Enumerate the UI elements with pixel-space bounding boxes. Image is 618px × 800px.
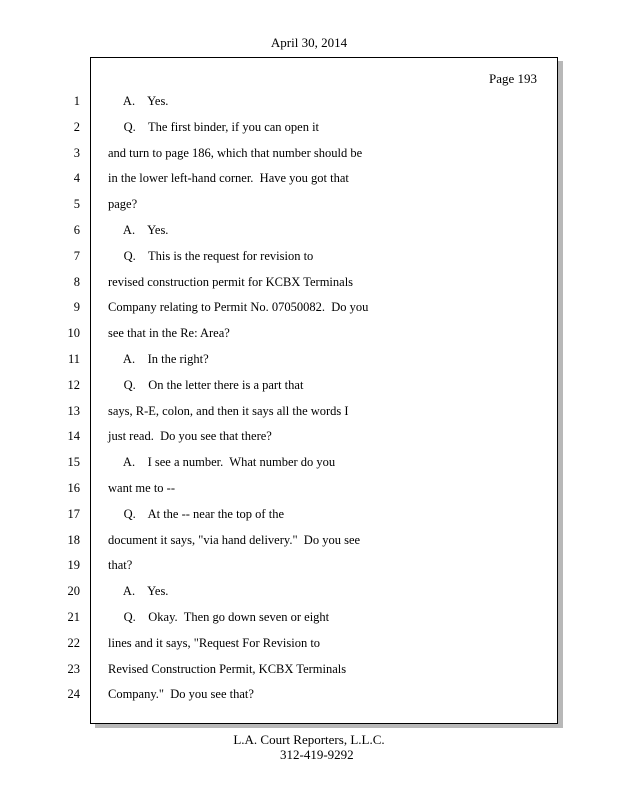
line-text: Company relating to Permit No. 07050082. Do you [108, 300, 369, 314]
line-number: 11 [67, 352, 80, 366]
line-number: 8 [73, 275, 80, 289]
line-number: 12 [67, 378, 80, 392]
line-number: 14 [67, 429, 80, 443]
line-number: 7 [73, 249, 80, 263]
line-text: Revised Construction Permit, KCBX Terminals [108, 662, 347, 676]
line-number: 21 [67, 610, 80, 624]
line-text: Q. On the letter there is a part that [108, 378, 304, 392]
line-text: A. Yes. [108, 584, 169, 598]
page-number: Page 193 [489, 71, 538, 86]
line-number: 9 [73, 300, 80, 314]
line-number: 17 [67, 507, 80, 521]
footer-phone: 312-419-9292 [280, 747, 354, 762]
line-number: 13 [67, 404, 80, 418]
line-text: Q. Okay. Then go down seven or eight [108, 610, 330, 624]
line-text: want me to -- [108, 481, 175, 495]
line-text: Q. At the -- near the top of the [108, 507, 284, 521]
line-text: that? [108, 558, 133, 572]
line-number: 2 [73, 120, 80, 134]
line-number: 1 [73, 94, 80, 108]
line-number: 19 [67, 558, 80, 572]
line-number: 6 [73, 223, 80, 237]
line-text: Q. This is the request for revision to [108, 249, 314, 263]
line-text: A. Yes. [108, 94, 169, 108]
line-number: 15 [67, 455, 80, 469]
line-number: 5 [73, 197, 80, 211]
footer-company: L.A. Court Reporters, L.L.C. [233, 732, 385, 747]
line-text: A. I see a number. What number do you [108, 455, 336, 469]
line-number: 20 [67, 584, 80, 598]
line-text: document it says, "via hand delivery." Do you see [108, 533, 361, 547]
line-text: says, R-E, colon, and then it says all the words I [108, 404, 349, 418]
line-text: Q. The first binder, if you can open it [108, 120, 320, 134]
line-text: lines and it says, "Request For Revision to [108, 636, 321, 650]
line-text: revised construction permit for KCBX Terminals [108, 275, 354, 289]
line-text: in the lower left-hand corner. Have you got that [108, 171, 349, 185]
line-text: page? [108, 197, 138, 211]
line-text: just read. Do you see that there? [108, 429, 272, 443]
line-number: 24 [67, 687, 80, 701]
line-number: 22 [67, 636, 80, 650]
line-text: A. Yes. [108, 223, 169, 237]
line-number: 18 [67, 533, 80, 547]
line-number: 4 [73, 171, 80, 185]
line-number: 10 [67, 326, 80, 340]
line-number: 16 [67, 481, 80, 495]
line-text: and turn to page 186, which that number should be [108, 146, 363, 160]
line-number: 23 [67, 662, 80, 676]
transcript-date: April 30, 2014 [270, 35, 348, 50]
line-number: 3 [73, 146, 80, 160]
line-text: see that in the Re: Area? [108, 326, 230, 340]
line-text: Company." Do you see that? [108, 687, 254, 701]
line-text: A. In the right? [108, 352, 209, 366]
